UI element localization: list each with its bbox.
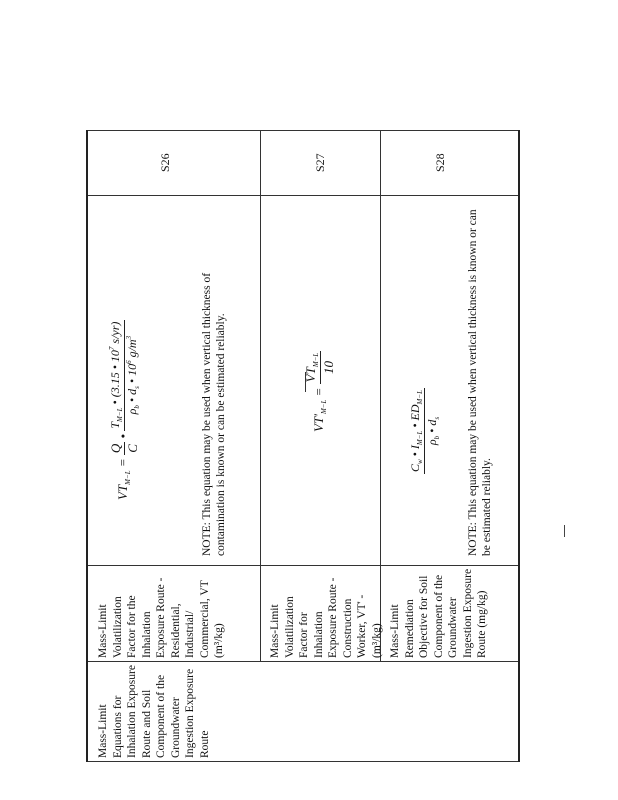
row-number: S27	[313, 153, 327, 172]
equation-s26: $VT_{M-L}$ = Q C • $T_{M-L}$ • (3.15 • $10^7$ s/yr) $\rho_b$ • $d_s$ • $10^6$ $g/m^3$	[108, 321, 141, 500]
row-number: S26	[158, 153, 172, 172]
note-s28: NOTE: This equation may be used when vertical thickness is known or can be estimated reliably.	[467, 209, 493, 556]
page-mark	[564, 525, 565, 537]
column-divider	[88, 195, 518, 196]
row-name: Mass-Limit Volatilization Factor for the Inhalation Exposure Route - Residential, Industrial/ Commercial, VT (m³/kg)	[97, 577, 225, 658]
equation-s27: $VT'_{M-L}$ = $VT_{M-L}$ 10	[303, 352, 336, 432]
row-name-cell	[268, 568, 384, 658]
equation-s28: $C_w$ • $I_{M-L}$ • $ED_{M-L}$ $\rho_b$ • $d_s$	[408, 390, 441, 472]
table-left-border	[88, 761, 518, 762]
column-divider	[88, 565, 518, 566]
row-name: Mass-Limit Remediation Objective for Soil Component of the Groundwater Ingestion Exposure Route (mg/kg)	[389, 568, 488, 658]
row-name-cell	[388, 568, 490, 658]
table-right-border	[88, 130, 518, 131]
note-s26: NOTE: This equation may be used when vertical thickness of contamination is known or can be estimated reliably.	[201, 272, 227, 556]
rotated-table-wrapper	[86, 130, 520, 762]
row-name-cell	[96, 568, 227, 658]
column-divider	[88, 661, 518, 662]
equation-table	[86, 130, 520, 762]
row-name: Mass-Limit Volatilization Factor for Inhalation Exposure Route - Construction Worker, VT' - (m³/kg)	[269, 577, 383, 658]
row-number: S28	[433, 153, 447, 172]
row-divider	[260, 130, 261, 662]
group-label: Mass-Limit Equations for Inhalation Exposure Route and Soil Component of the Groundwater Ingestion Exposure Route	[97, 665, 211, 758]
group-label-cell	[96, 664, 518, 758]
